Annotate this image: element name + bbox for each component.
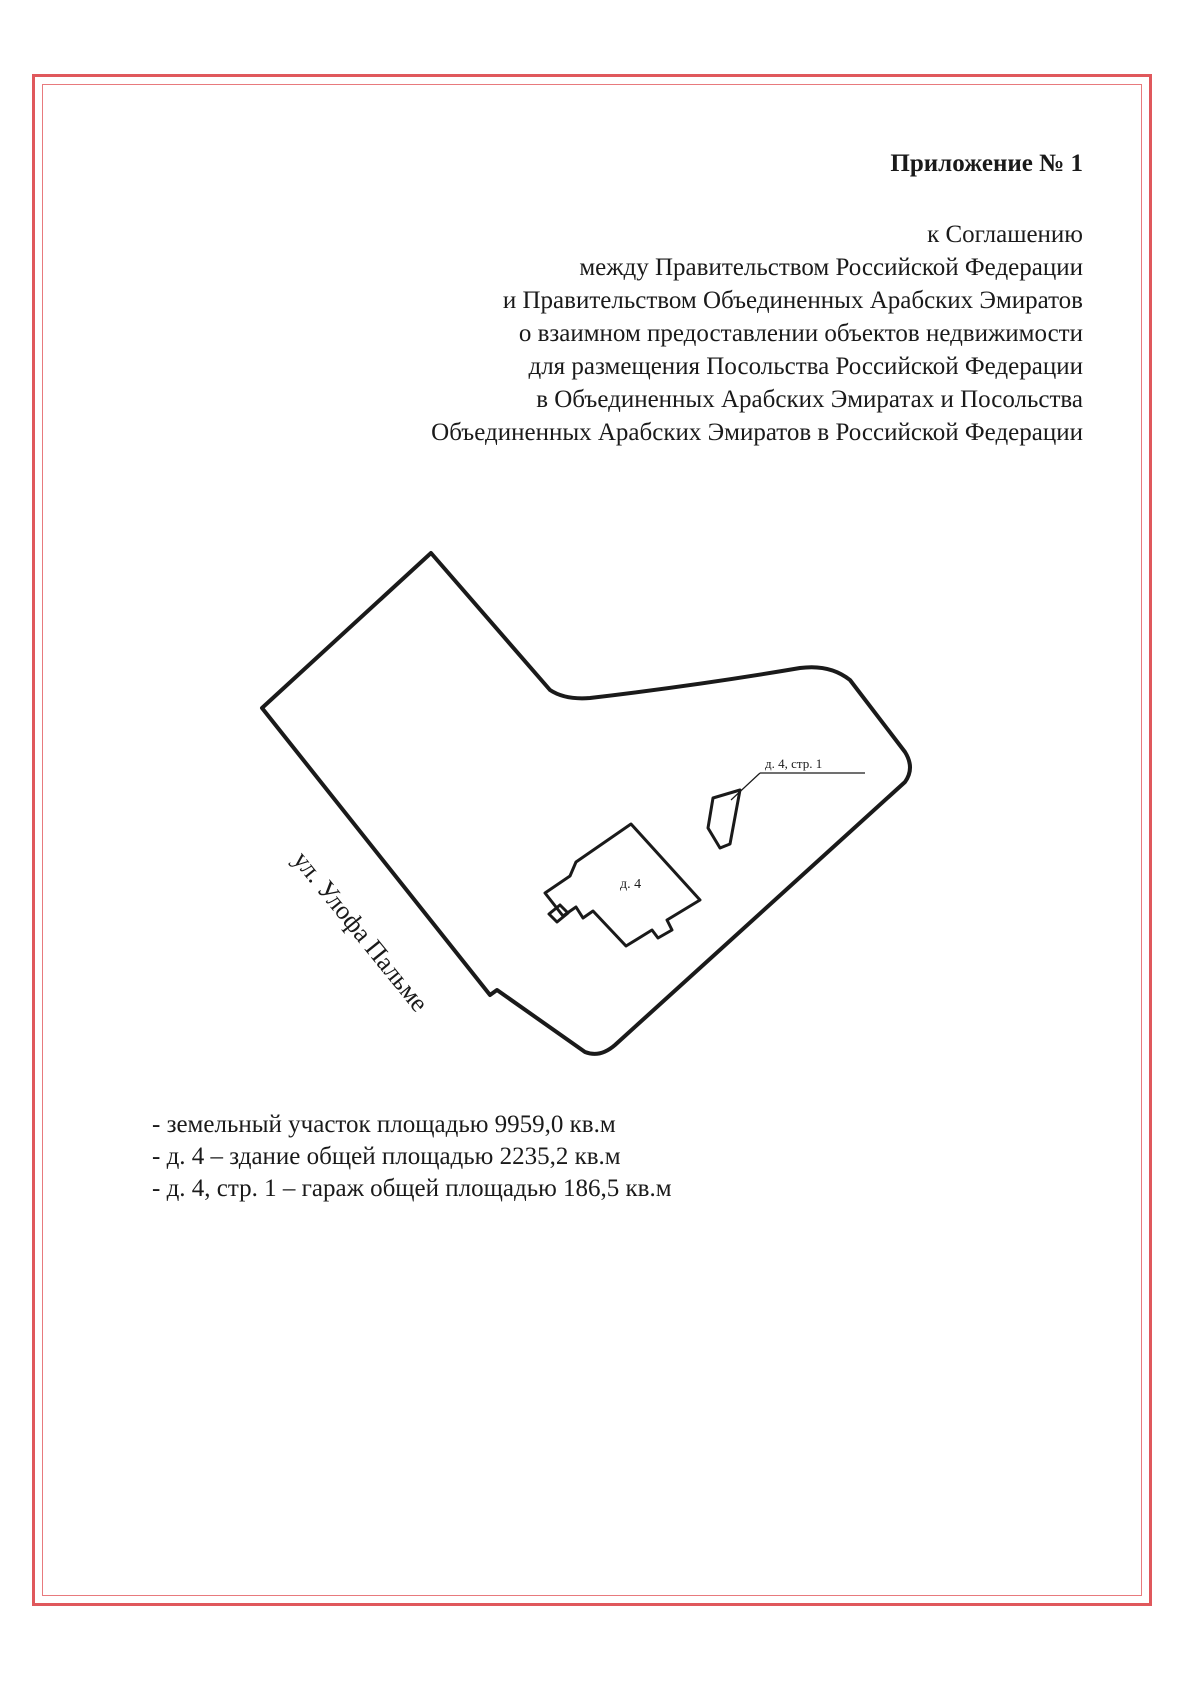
subtitle-line: к Соглашению	[927, 221, 1083, 248]
legend-item-building: - д. 4 – здание общей площадью 2235,2 кв.м	[152, 1143, 621, 1170]
street-label: ул. Улофа Пальме	[287, 845, 435, 1018]
garage-label: д. 4, стр. 1	[765, 756, 823, 771]
building-annex-outline	[549, 905, 568, 922]
building-label: д. 4	[620, 877, 642, 892]
subtitle-line: в Объединенных Арабских Эмиратах и Посольства	[536, 386, 1083, 413]
appendix-heading: Приложение № 1	[890, 150, 1083, 177]
subtitle-line: для размещения Посольства Российской Федерации	[528, 353, 1083, 380]
site-plan	[240, 540, 940, 1060]
legend-item-land-plot: - земельный участок площадью 9959,0 кв.м	[152, 1111, 616, 1138]
subtitle-line: и Правительством Объединенных Арабских Эмиратов	[502, 287, 1083, 314]
area-legend	[152, 1109, 672, 1205]
subtitle-line: между Правительством Российской Федерации	[579, 254, 1083, 281]
appendix-subtitle	[431, 218, 1083, 449]
garage-outline	[708, 790, 740, 848]
subtitle-line: о взаимном предоставлении объектов недвижимости	[518, 320, 1083, 347]
subtitle-line: Объединенных Арабских Эмиратов в Российской Федерации	[431, 419, 1083, 446]
garage-leader-line	[731, 773, 760, 800]
legend-item-garage: - д. 4, стр. 1 – гараж общей площадью 186,5 кв.м	[152, 1175, 672, 1202]
land-plot-outline	[262, 553, 910, 1054]
